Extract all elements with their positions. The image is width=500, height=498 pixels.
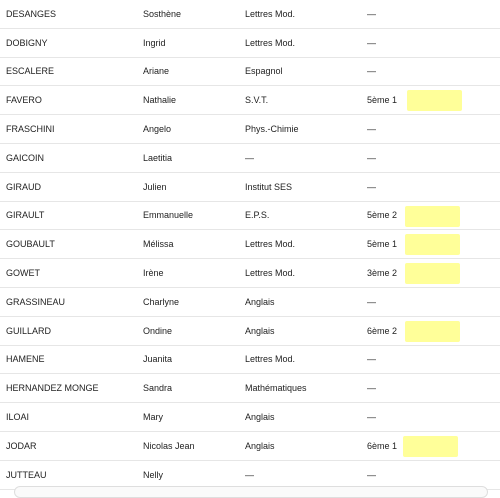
highlight-marker	[405, 263, 460, 284]
class-cell: —	[367, 8, 376, 19]
class-cell: —	[367, 354, 376, 365]
class-cell: —	[367, 152, 376, 163]
highlight-marker	[405, 206, 460, 227]
first-name-cell: Mary	[143, 412, 163, 423]
class-cell: 6ème 1	[367, 440, 398, 451]
class-cell: —	[367, 383, 376, 394]
highlight-marker	[407, 90, 462, 111]
highlight-marker	[403, 436, 458, 457]
next-panel-edge	[14, 486, 488, 498]
last-name-cell: HERNANDEZ MONGE	[6, 383, 99, 394]
subject-cell: Anglais	[245, 440, 275, 451]
first-name-cell: Ondine	[143, 325, 173, 336]
table-row	[0, 317, 500, 346]
class-cell: 5ème 1	[367, 239, 398, 250]
first-name-cell: Nathalie	[143, 95, 177, 106]
subject-cell: Lettres Mod.	[245, 354, 296, 365]
first-name-cell: Charlyne	[143, 296, 180, 307]
table-row	[0, 432, 500, 461]
subject-cell: Lettres Mod.	[245, 268, 296, 279]
subject-cell: Espagnol	[245, 66, 283, 77]
table-row	[0, 0, 500, 29]
first-name-cell: Emmanuelle	[143, 210, 194, 221]
first-name-cell: Nelly	[143, 469, 164, 480]
first-name-cell: Laetitia	[143, 152, 173, 163]
table-row	[0, 403, 500, 432]
subject-cell: Institut SES	[245, 181, 293, 192]
class-cell: —	[367, 37, 376, 48]
table-row	[0, 374, 500, 403]
table-row	[0, 346, 500, 375]
subject-cell: Phys.-Chimie	[245, 124, 299, 135]
table-row	[0, 202, 500, 231]
first-name-cell: Ingrid	[143, 37, 166, 48]
class-cell: —	[367, 469, 376, 480]
subject-cell: —	[245, 152, 254, 163]
highlight-marker	[405, 234, 460, 255]
last-name-cell: GOWET	[6, 268, 40, 279]
subject-cell: Mathématiques	[245, 383, 307, 394]
table-row	[0, 58, 500, 87]
class-cell: —	[367, 296, 376, 307]
last-name-cell: FAVERO	[6, 95, 42, 106]
class-cell: —	[367, 181, 376, 192]
first-name-cell: Julien	[143, 181, 167, 192]
class-cell: —	[367, 412, 376, 423]
last-name-cell: ESCALERE	[6, 66, 55, 77]
first-name-cell: Sandra	[143, 383, 173, 394]
last-name-cell: HAMENE	[6, 354, 45, 365]
subject-cell: Lettres Mod.	[245, 239, 296, 250]
first-name-cell: Mélissa	[143, 239, 174, 250]
class-cell: 5ème 1	[367, 95, 398, 106]
last-name-cell: ILOAI	[6, 412, 30, 423]
table-row	[0, 144, 500, 173]
table-row	[0, 173, 500, 202]
subject-cell: —	[245, 469, 254, 480]
subject-cell: S.V.T.	[245, 95, 269, 106]
last-name-cell: JODAR	[6, 440, 37, 451]
last-name-cell: DESANGES	[6, 8, 57, 19]
table-row	[0, 115, 500, 144]
first-name-cell: Nicolas Jean	[143, 440, 195, 451]
last-name-cell: GOUBAULT	[6, 239, 55, 250]
last-name-cell: FRASCHINI	[6, 124, 55, 135]
class-cell: 6ème 2	[367, 325, 398, 336]
class-cell: 3ème 2	[367, 268, 398, 279]
first-name-cell: Irène	[143, 268, 164, 279]
first-name-cell: Sosthène	[143, 8, 182, 19]
table-row	[0, 259, 500, 288]
highlight-marker	[405, 321, 460, 342]
class-cell: —	[367, 66, 376, 77]
first-name-cell: Juanita	[143, 354, 173, 365]
last-name-cell: GIRAUD	[6, 181, 42, 192]
class-cell: —	[367, 124, 376, 135]
subject-cell: Lettres Mod.	[245, 8, 296, 19]
table-row	[0, 86, 500, 115]
subject-cell: Anglais	[245, 412, 275, 423]
table-row	[0, 288, 500, 317]
first-name-cell: Ariane	[143, 66, 170, 77]
subject-cell: Lettres Mod.	[245, 37, 296, 48]
table-row	[0, 230, 500, 259]
last-name-cell: GIRAULT	[6, 210, 45, 221]
last-name-cell: GAICOIN	[6, 152, 45, 163]
first-name-cell: Angelo	[143, 124, 172, 135]
subject-cell: Anglais	[245, 325, 275, 336]
class-cell: 5ème 2	[367, 210, 398, 221]
subject-cell: E.P.S.	[245, 210, 270, 221]
last-name-cell: DOBIGNY	[6, 37, 48, 48]
table-row	[0, 29, 500, 58]
last-name-cell: GUILLARD	[6, 325, 52, 336]
last-name-cell: JUTTEAU	[6, 469, 47, 480]
subject-cell: Anglais	[245, 296, 275, 307]
last-name-cell: GRASSINEAU	[6, 296, 66, 307]
